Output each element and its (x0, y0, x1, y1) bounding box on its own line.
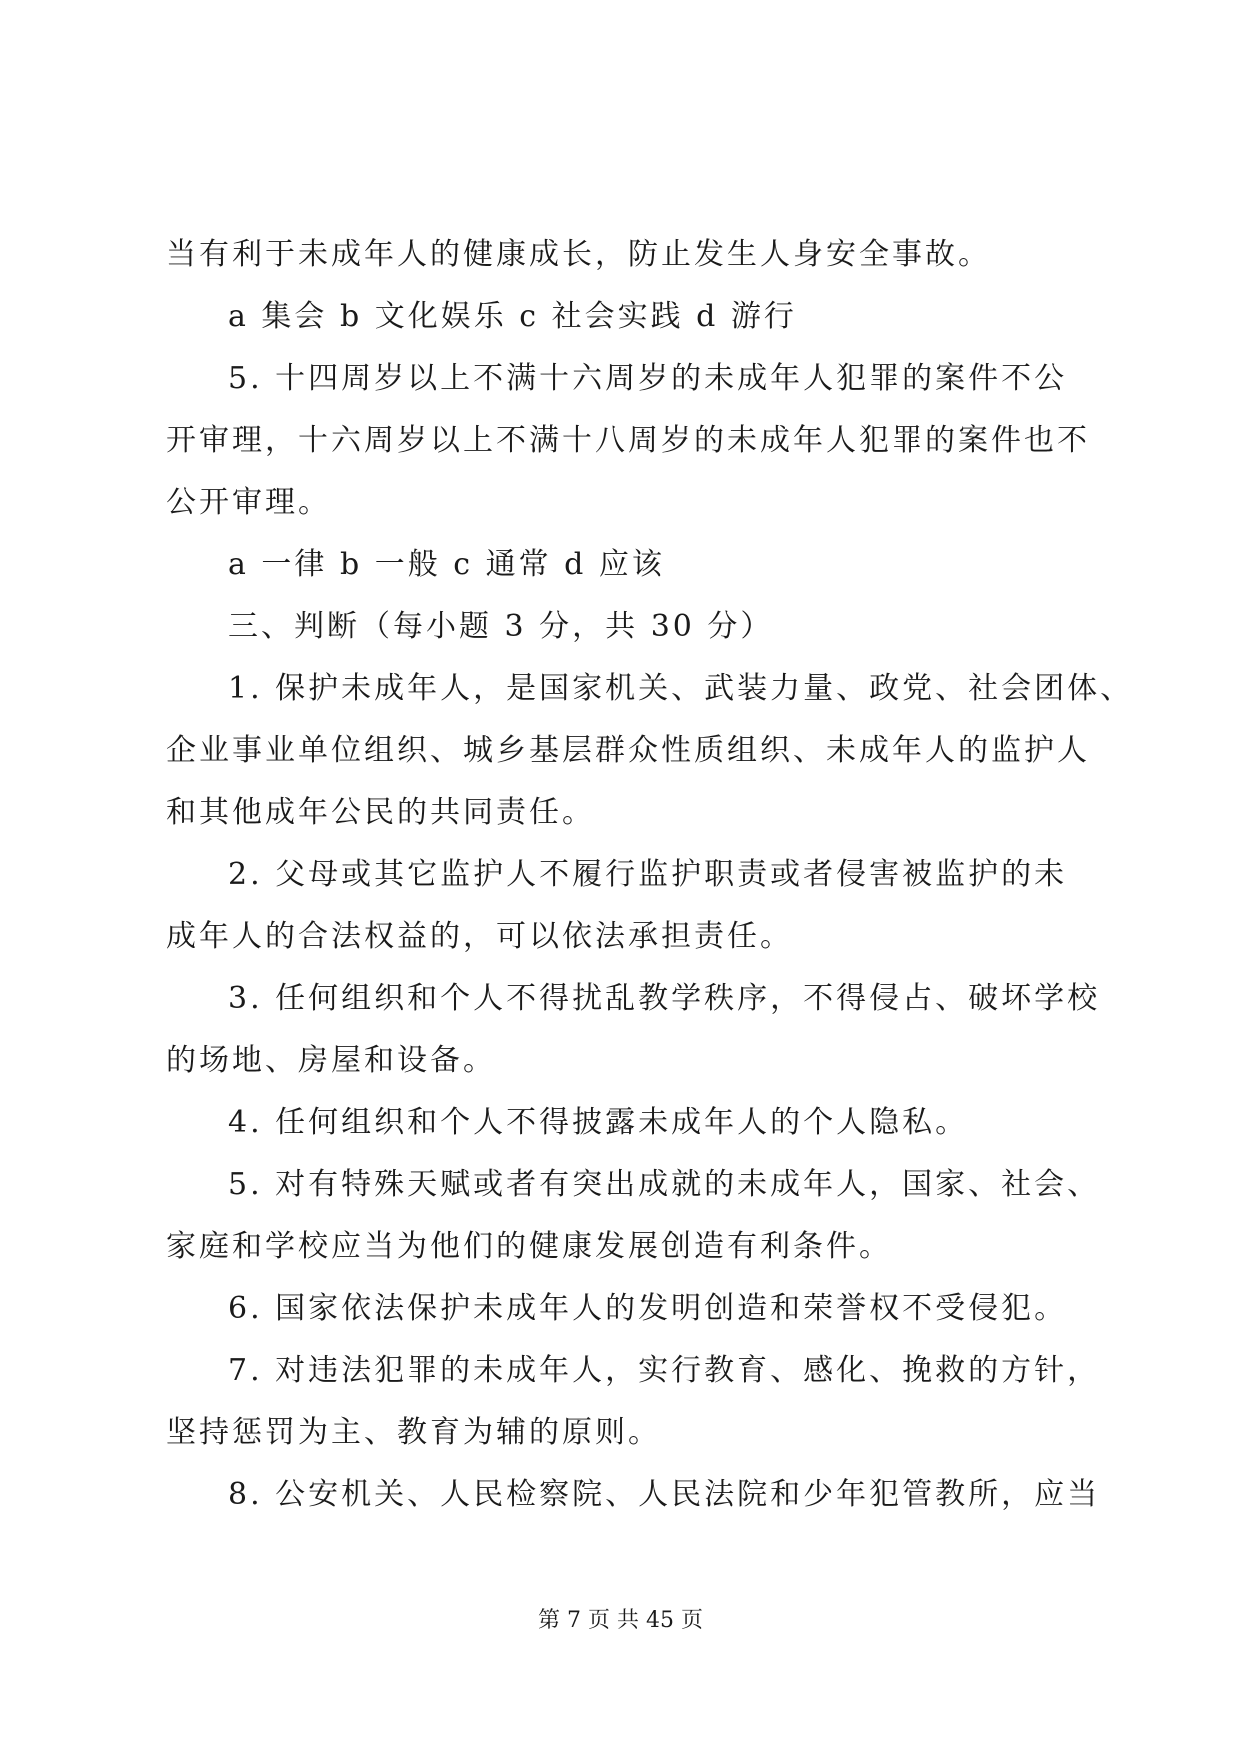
text-line: 的场地、房屋和设备。 (166, 1043, 496, 1078)
text-line: 4. 任何组织和个人不得披露未成年人的个人隐私。 (228, 1105, 969, 1140)
text-line: 坚持惩罚为主、教育为辅的原则。 (166, 1415, 661, 1450)
text-line: 和其他成年公民的共同责任。 (166, 795, 595, 830)
text-line: 开审理，十六周岁以上不满十八周岁的未成年人犯罪的案件也不 (166, 423, 1090, 458)
text-line: 企业事业单位组织、城乡基层群众性质组织、未成年人的监护人 (166, 733, 1090, 768)
text-line: 5. 十四周岁以上不满十六周岁的未成年人犯罪的案件不公 (228, 361, 1068, 396)
text-line: 家庭和学校应当为他们的健康发展创造有利条件。 (166, 1229, 892, 1264)
text-line: 8. 公安机关、人民检察院、人民法院和少年犯管教所，应当 (228, 1477, 1101, 1512)
text-line: 当有利于未成年人的健康成长，防止发生人身安全事故。 (166, 237, 991, 272)
text-line: 6. 国家依法保护未成年人的发明创造和荣誉权不受侵犯。 (228, 1291, 1068, 1326)
section-heading: 三、判断（每小题 3 分，共 30 分） (228, 609, 774, 644)
text-line: a 一律 b 一般 c 通常 d 应该 (228, 547, 665, 582)
text-line: a 集会 b 文化娱乐 c 社会实践 d 游行 (228, 299, 797, 334)
text-line: 2. 父母或其它监护人不履行监护职责或者侵害被监护的未 (228, 857, 1068, 892)
text-line: 成年人的合法权益的，可以依法承担责任。 (166, 919, 793, 954)
text-line: 公开审理。 (166, 485, 331, 520)
text-line: 5. 对有特殊天赋或者有突出成就的未成年人，国家、社会、 (228, 1167, 1101, 1202)
text-line: 7. 对违法犯罪的未成年人，实行教育、感化、挽救的方针， (228, 1353, 1101, 1388)
text-line: 3. 任何组织和个人不得扰乱教学秩序，不得侵占、破坏学校 (228, 981, 1101, 1016)
document-body (166, 224, 1134, 1526)
page-footer: 第 7 页 共 45 页 (538, 1608, 703, 1633)
text-line: 1. 保护未成年人，是国家机关、武装力量、政党、社会团体、 (228, 671, 1134, 706)
